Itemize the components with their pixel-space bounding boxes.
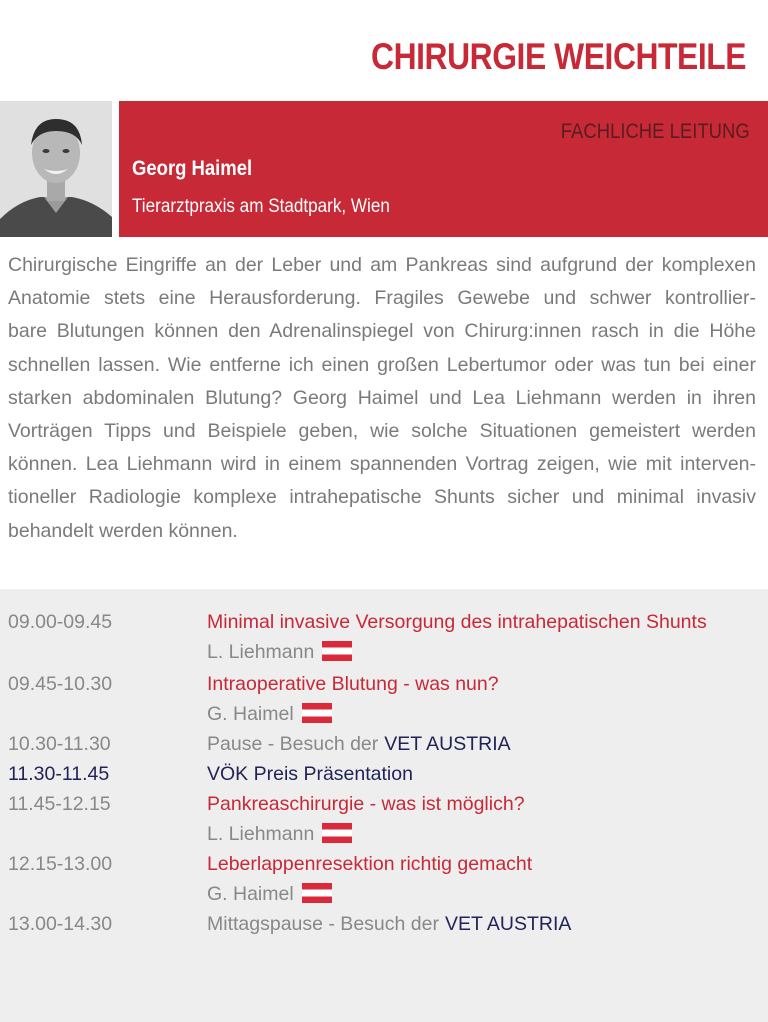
description-line: Chirurgische Eingriffe an der Leber und am Pankreas sind aufgrund der komplexen bbox=[8, 254, 756, 276]
schedule-title bbox=[207, 733, 511, 756]
vet-austria-label: VET AUSTRIA bbox=[444, 913, 572, 935]
avatar bbox=[0, 101, 112, 237]
lead-name: Georg Haimel bbox=[132, 157, 253, 180]
speaker-name: G. Haimel bbox=[207, 703, 294, 725]
schedule-title: Pankreaschirurgie - was ist möglich? bbox=[207, 793, 525, 815]
description bbox=[8, 249, 756, 548]
description-line: tioneller Radiologie komplexe intrahepatische Shunts sicher und minimal invasiv bbox=[8, 486, 756, 509]
schedule-time: 09.00-09.45 bbox=[8, 611, 113, 633]
lead-role: FACHLICHE LEITUNG bbox=[561, 120, 750, 143]
lead-affiliation: Tierarztpraxis am Stadtpark, Wien bbox=[132, 196, 390, 217]
schedule-title: Minimal invasive Versorgung des intrahepatischen Shunts bbox=[207, 611, 707, 633]
austria-flag-icon bbox=[322, 641, 352, 661]
speaker-name: L. Liehmann bbox=[207, 823, 315, 845]
description-line: schnellen lassen. Wie entferne ich einen großen Lebertumor oder was tun bei einer bbox=[8, 353, 756, 376]
speaker-name: L. Liehmann bbox=[207, 641, 315, 663]
description-line: starken abdominalen Blutung? Georg Haimel und Lea Liehmann werden in ihren bbox=[8, 386, 756, 409]
schedule-time: 13.00-14.30 bbox=[8, 913, 113, 935]
vet-austria-label: VET AUSTRIA bbox=[384, 733, 511, 755]
portrait-photo-icon bbox=[0, 101, 112, 237]
schedule-speaker bbox=[207, 823, 352, 846]
description-line: Anatomie stets eine Herausforderung. Fragiles Gewebe und schwer kontrollier- bbox=[8, 287, 756, 310]
schedule-speaker bbox=[207, 883, 332, 906]
break-label: Mittagspause - Besuch der bbox=[207, 913, 439, 935]
speaker-name: G. Haimel bbox=[207, 883, 294, 905]
description-line: behandelt werden können. bbox=[8, 519, 238, 542]
schedule-title: VÖK Preis Präsentation bbox=[207, 763, 413, 785]
schedule bbox=[0, 589, 768, 1022]
schedule-speaker bbox=[207, 641, 352, 664]
lead-banner bbox=[119, 101, 768, 237]
schedule-title bbox=[207, 913, 571, 936]
austria-flag-icon bbox=[322, 823, 352, 843]
schedule-time: 09.45-10.30 bbox=[8, 673, 113, 695]
break-label: Pause - Besuch der bbox=[207, 733, 379, 755]
schedule-time: 10.30-11.30 bbox=[8, 733, 111, 755]
page-title: CHIRURGIE WEICHTEILE bbox=[370, 36, 746, 77]
austria-flag-icon bbox=[302, 883, 332, 903]
schedule-time: 11.45-12.15 bbox=[8, 793, 111, 815]
schedule-title: Leberlappenresektion richtig gemacht bbox=[207, 853, 533, 875]
description-line: Vorträgen Tipps und Beispiele geben, wie solche Situationen gemeistert werden bbox=[8, 420, 756, 443]
schedule-time: 11.30-11.45 bbox=[8, 763, 110, 785]
schedule-title: Intraoperative Blutung - was nun? bbox=[207, 673, 499, 695]
austria-flag-icon bbox=[302, 703, 332, 723]
schedule-time: 12.15-13.00 bbox=[8, 853, 113, 875]
description-line: bare Blutungen können den Adrenalinspiegel von Chirurg:innen rasch in die Höhe bbox=[8, 320, 756, 343]
schedule-speaker bbox=[207, 703, 332, 726]
description-line: können. Lea Liehmann wird in einem spannenden Vortrag zeigen, wie mit interven- bbox=[8, 453, 756, 476]
